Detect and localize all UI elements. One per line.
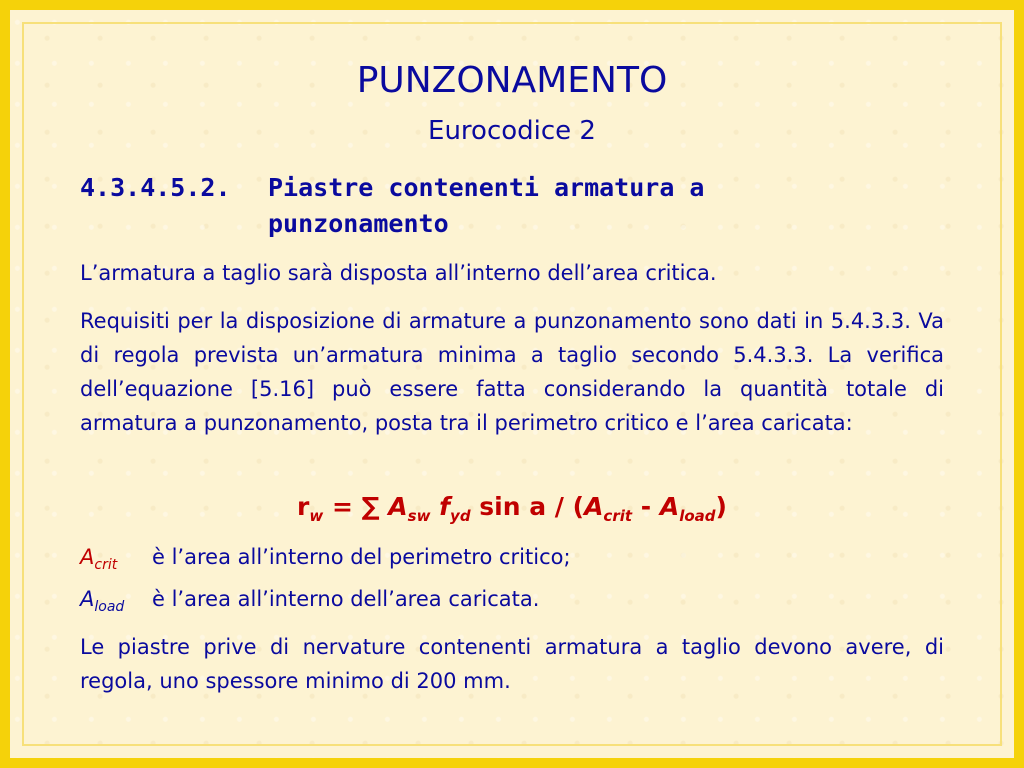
definition-acrit-text: è l’area all’interno del perimetro critico; (152, 545, 571, 569)
formula-r-sub: w (309, 507, 324, 525)
formula-eq: = (323, 492, 362, 521)
formula-a3: A (659, 492, 680, 521)
paragraph-3: Le piastre prive di nervature contenenti armatura a taglio devono avere, di regola, uno spessore minimo di 200 mm. (80, 635, 944, 693)
section-title: Piastre contenenti armatura a punzonamento (268, 173, 705, 238)
paragraph-2: Requisiti per la disposizione di armature a punzonamento sono dati in 5.4.3.3. Va di regola prevista un’armatura minima a taglio secondo 5.4.3.3. La verifica dell’equazione [5.16] può essere fatta considerando la quantità totale di armatura a punzonamento, posta tra il perimetro critico e l’area caricata: (80, 309, 944, 435)
definition-aload-symbol (80, 582, 152, 624)
formula-a-sub: sw (407, 507, 431, 525)
formula-sum: ∑ (361, 492, 380, 521)
formula-a2: A (584, 492, 604, 521)
formula-r: r (297, 492, 310, 521)
definition-acrit-symbol (80, 540, 152, 582)
paragraph-1: L’armatura a taglio sarà disposta all’interno dell’area critica. (80, 261, 717, 285)
formula-f-sub: yd (450, 507, 471, 525)
formula-a: A (388, 492, 408, 521)
definition-acrit-sub: crit (94, 557, 118, 574)
slide-title: PUNZONAMENTO (356, 60, 668, 101)
definition-aload-sub: load (94, 599, 125, 616)
slide-subtitle: Eurocodice 2 (428, 116, 596, 146)
definition-aload (80, 582, 940, 624)
section-number: 4.3.4.5.2. (80, 173, 231, 202)
formula-a3-sub: load (679, 507, 716, 525)
definition-acrit-letter: A (80, 545, 95, 569)
definition-acrit (80, 540, 940, 582)
definition-aload-letter: A (80, 587, 95, 611)
formula-rest: sin a / ( (470, 492, 585, 521)
formula-minus: - (632, 492, 660, 521)
formula-close: ) (715, 492, 727, 521)
formula-a2-sub: crit (603, 507, 633, 525)
formula (0, 492, 1024, 525)
formula-f: f (439, 492, 451, 521)
section-heading (80, 170, 960, 242)
definition-aload-text: è l’area all’interno dell’area caricata. (152, 587, 540, 611)
